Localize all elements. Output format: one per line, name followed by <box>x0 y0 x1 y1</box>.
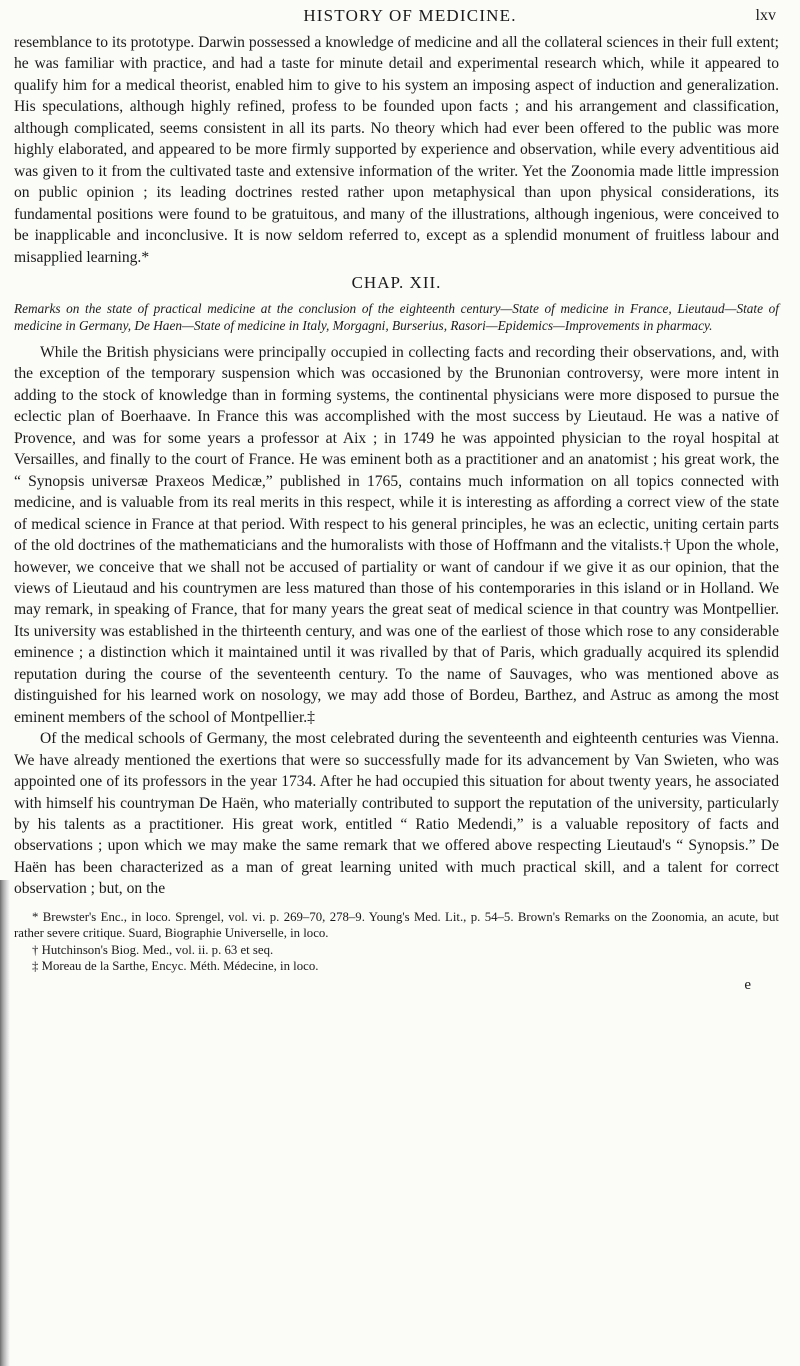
paragraph-germany: Of the medical schools of Germany, the most celebrated during the seventeenth and eighteenth centuries was Vienna. We have already mentioned the exertions that were so successfully made for its advancement by Van Swieten, who was appointed one of its professors in the year 1734. After he had occupied this situation for about twenty years, he associated with himself his countryman De Haën, who materially contributed to support the reputation of the university, particularly by his talents as a practitioner. His great work, entitled “ Ratio Medendi,” is a valuable repository of facts and observations ; upon which we may make the same remark that we offered above respecting Lieutaud's “ Synopsis.” De Haën has been characterized as a man of great learning united with much practical skill, and a talent for correct observation ; but, on the <box>14 730 779 898</box>
signature-mark: e <box>744 976 751 993</box>
page-header <box>40 6 780 34</box>
paragraph-france: While the British physicians were principally occupied in collecting facts and recording their observations, and, with the exception of the temporary suspension which was occasioned by the Brunonian controversy, were more intent in adding to the stock of knowledge than in forming systems, the continental physicians were more disposed to pursue the eclectic plan of Boerhaave. In France this was accomplished with the most success by Lieutaud. He was a native of Provence, and was for some years a professor at Aix ; in 1749 he was appointed physician to the royal hospital at Versailles, and finally to the court of France. He was eminent both as a practitioner and an anatomist ; his great work, the “ Synopsis universæ Praxeos Medicæ,” published in 1765, contains much information on all topics connected with medicine, and is valuable from its real merits in this respect, while it is interesting as affording a correct view of the state of medical science in France at that period. With respect to his general principles, he was an eclectic, uniting certain parts of the old doctrines of the mathematicians and the humoralists with those of Hoffmann and the vitalists.† Upon the whole, however, we conceive that we shall not be accused of partiality or want of candour if we give it as our opinion, that the views of Lieutaud and his countrymen are less matured than those of his contemporaries in this island or in Holland. We may remark, in speaking of France, that for many years the great seat of medical science in that country was Montpellier. Its university was established in the thirteenth century, and was one of the earliest of those which rose to any considerable eminence ; a distinction which it maintained until it was rivalled by that of Paris, which gradually acquired its splendid reputation during the course of the seventeenth century. To the name of Sauvages, who was mentioned above as distinguished for his learned work on nosology, we may add those of Bordeu, Barthez, and Astruc as among the most eminent members of the school of Montpellier.‡ <box>14 343 779 726</box>
running-title: HISTORY OF MEDICINE. <box>303 6 517 25</box>
binding-shadow <box>0 880 10 1366</box>
footnote-dagger: † Hutchinson's Biog. Med., vol. ii. p. 63 et seq. <box>32 942 274 957</box>
chapter-heading: CHAP. XII. <box>351 272 442 292</box>
paragraph-darwin: resemblance to its prototype. Darwin possessed a knowledge of medicine and all the collateral sciences in their full extent; he was familiar with practice, and had a taste for minute detail and experimental research which, while it appeared to qualify him for a medical theorist, enabled him to give to his system an imposing aspect of induction and generalization. His speculations, although highly refined, profess to be founded upon facts ; and his arrangement and classification, although complicated, seems consistent in all its parts. No theory which had ever been offered to the public was more highly elaborated, and appeared to be more firmly supported by experience and observation, while every adventitious aid was given to it from the cultivated taste and extensive information of the writer. Yet the Zoonomia made little impression on public opinion ; its leading doctrines rested rather upon metaphysical than upon physical considerations, its fundamental positions were found to be gratuitous, and many of the illustrations, although ingenious, were conceived to be inapplicable and inconclusive. It is now seldom referred to, except as a splendid monument of fruitless labour and misapplied learning.* <box>14 34 779 266</box>
page-body <box>14 32 779 994</box>
footnote-star: * Brewster's Enc., in loco. Sprengel, vol. vi. p. 269–70, 278–9. Young's Med. Lit., p. 54–5. Brown's Remarks on the Zoonomia, an acute, but rather severe critique. Suard, Biographie Universelle, in loco. <box>14 909 779 941</box>
page-number: lxv <box>755 7 776 24</box>
footnotes <box>14 909 779 975</box>
footnote-double-dagger: ‡ Moreau de la Sarthe, Encyc. Méth. Médecine, in loco. <box>32 959 319 974</box>
chapter-summary: Remarks on the state of practical medicine at the conclusion of the eighteenth century—State of medicine in France, Lieutaud—State of medicine in Germany, De Haen—State of medicine in Italy, Morgagni, Burserius, Rasori—Epidemics—Improvements in pharmacy. <box>14 300 779 333</box>
